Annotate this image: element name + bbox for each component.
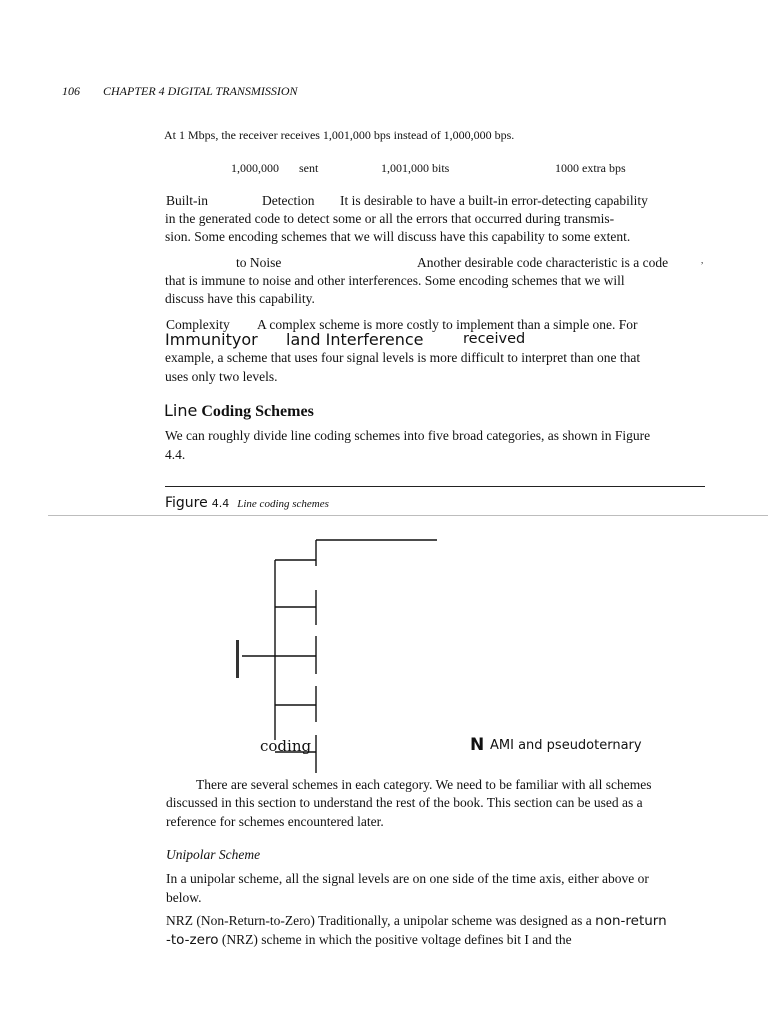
paragraph2-line-1: There are several schemes in each category. We need to be familiar with all schemes — [196, 777, 652, 792]
immunity-heading-mid: land Interference — [286, 330, 424, 349]
sent-label: sent — [299, 161, 319, 175]
section-line-2: 4.4. — [165, 447, 186, 462]
example-line: At 1 Mbps, the receiver receives 1,001,000 bps instead of 1,000,000 bps. — [164, 128, 515, 142]
complexity-line-2: example, a scheme that uses four signal levels is more difficult to interpret than one that — [165, 350, 641, 365]
nrz-line-1-a: NRZ (Non-Return-to-Zero) Traditionally, a unipolar scheme was designed as a — [166, 913, 592, 928]
section-title-a: Line — [164, 401, 198, 420]
running-header: CHAPTER 4 DIGITAL TRANSMISSION — [103, 84, 298, 98]
nrz-line-1-b: non-return — [595, 913, 667, 929]
immunity-line-1: Another desirable code characteristic is a code — [417, 255, 669, 270]
page-number: 106 — [62, 84, 80, 98]
error-detection-line-2: in the generated code to detect some or all the errors that occurred during transmis- — [165, 211, 615, 226]
stray-mark: , — [701, 255, 704, 265]
immunity-heading-start: Immunityor — [165, 330, 258, 349]
extra-bps: 1000 extra bps — [555, 161, 626, 175]
received-value: 1,001,000 bits — [381, 161, 450, 175]
figure-caption-text: Line coding schemes — [237, 498, 329, 510]
complexity-line-3: uses only two levels. — [165, 369, 278, 384]
sent-value: 1,000,000 — [231, 161, 279, 175]
figure-label: Figure — [165, 495, 208, 511]
immunity-line-2: that is immune to noise and other interferences. Some encoding schemes that we will — [165, 273, 625, 288]
paragraph2-line-2: discussed in this section to understand the rest of the book. This section can be used as a — [166, 795, 643, 810]
nrz-line-2 — [166, 932, 572, 948]
error-detection-line-1: It is desirable to have a built-in error-detecting capability — [340, 193, 648, 208]
immunity-label-a: to Noise — [236, 255, 282, 270]
received-label: received — [463, 331, 526, 347]
immunity-line-3: discuss have this capability. — [165, 291, 315, 306]
figure-number: 4.4 — [211, 497, 230, 510]
section-line-1: We can roughly divide line coding schemes into five broad categories, as shown in Figure — [165, 428, 651, 443]
nrz-line-2-a: -to-zero — [166, 932, 219, 948]
bipolar-prefix: N — [470, 735, 485, 755]
error-detection-label-b: Detection — [262, 193, 315, 208]
nrz-line-2-b: (NRZ) scheme in which the positive voltage defines bit I and the — [221, 932, 572, 947]
complexity-label: Complexity — [166, 317, 230, 332]
bipolar-label: AMI and pseudoternary — [490, 738, 642, 753]
section-title-b: Coding Schemes — [201, 403, 314, 420]
paragraph2-line-3: reference for schemes encountered later. — [166, 814, 384, 829]
error-detection-line-3: sion. Some encoding schemes that we will discuss have this capability to some extent. — [165, 229, 631, 244]
figure-root-label: coding — [260, 737, 312, 755]
unipolar-heading: Unipolar Scheme — [166, 847, 261, 862]
unipolar-line-2: below. — [166, 890, 202, 905]
smudge-mark — [236, 640, 239, 678]
complexity-line-1: A complex scheme is more costly to implement than a simple one. For — [257, 317, 638, 332]
unipolar-line-1: In a unipolar scheme, all the signal levels are on one side of the time axis, either above or — [166, 871, 649, 886]
error-detection-label-a: Built-in — [166, 193, 209, 208]
nrz-line-1 — [166, 913, 667, 929]
